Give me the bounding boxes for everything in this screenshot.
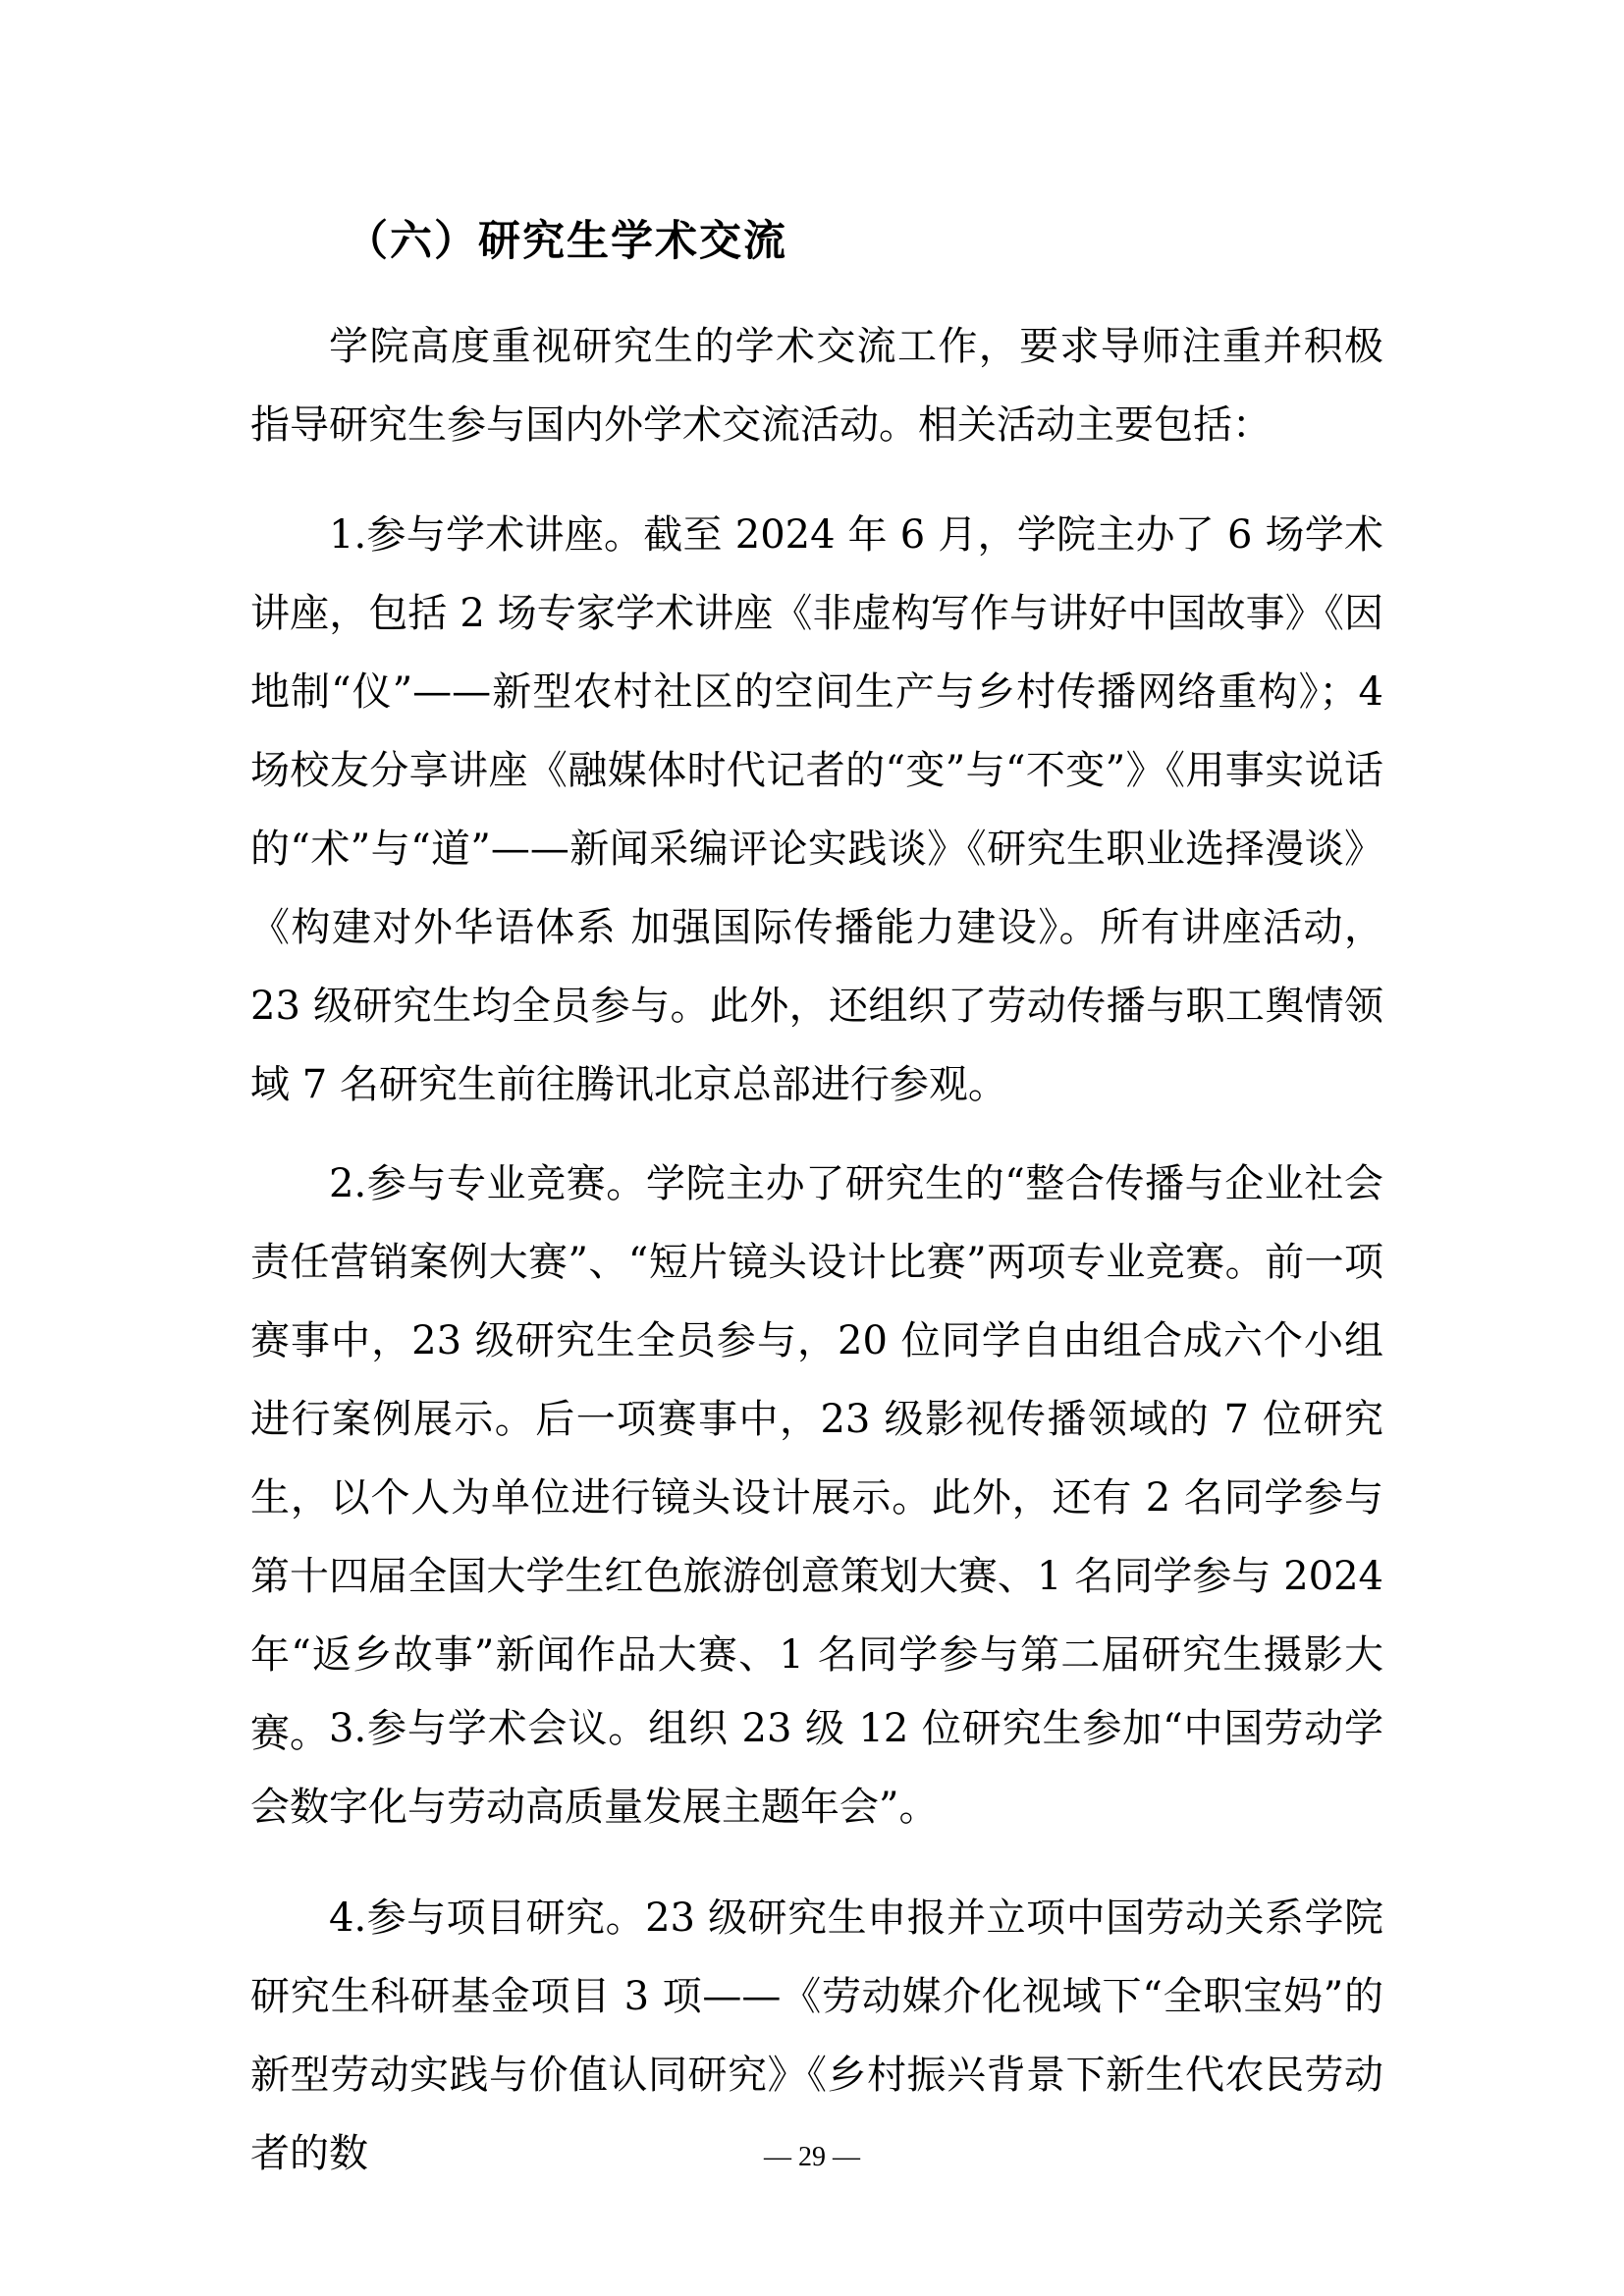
paragraph-professional-competitions: 2.参与专业竞赛。学院主办了研究生的“整合传播与企业社会责任营销案例大赛”、“短片镜头设计比赛”两项专业竞赛。前一项赛事中，23 级研究生全员参与，20 位同学自由组合成六个小组进行案例展示。后一项赛事中，23 级影视传播领域的 7 位研究生，以个人为单位进行镜头设计展示。此外，还有 2 名同学参与第十四届全国大学生红色旅游创意策划大赛、1 名同学参与 2024 年“返乡故事”新闻作品大赛、1 名同学参与第二届研究生摄影大赛。 xyxy=(250,1161,1383,1756)
paragraph-academic-lectures: 1.参与学术讲座。截至 2024 年 6 月，学院主办了 6 场学术讲座，包括 2 场专家学术讲座《非虚构写作与讲好中国故事》《因地制“仪”——新型农村社区的空间生产与乡村传播网络重构》；4 场校友分享讲座《融媒体时代记者的“变”与“不变”》《用事实说话的“术”与“道”——新闻采编评论实践谈》《研究生职业选择漫谈》《构建对外华语体系 加强国际传播能力建设》。所有讲座活动，23 级研究生均全员参与。此外，还组织了劳动传播与职工舆情领域 7 名研究生前往腾讯北京总部进行参观。 xyxy=(250,512,1383,1107)
page-number: — 29 — xyxy=(764,2142,860,2172)
paragraph-project-research: 4.参与项目研究。23 级研究生申报并立项中国劳动关系学院研究生科研基金项目 3 项——《劳动媒介化视域下“全职宝妈”的新型劳动实践与价值认同研究》《乡村振兴背景下新生代农民劳动者的数 xyxy=(250,1896,1383,2176)
intro-paragraph: 学院高度重视研究生的学术交流工作，要求导师注重并积极指导研究生参与国内外学术交流活动。相关活动主要包括： xyxy=(250,324,1383,448)
section-heading: （六）研究生学术交流 xyxy=(346,217,787,266)
paragraph-academic-conferences: 3.参与学术会议。组织 23 级 12 位研究生参加“中国劳动学会数字化与劳动高质量发展主题年会”。 xyxy=(250,1706,1383,1830)
